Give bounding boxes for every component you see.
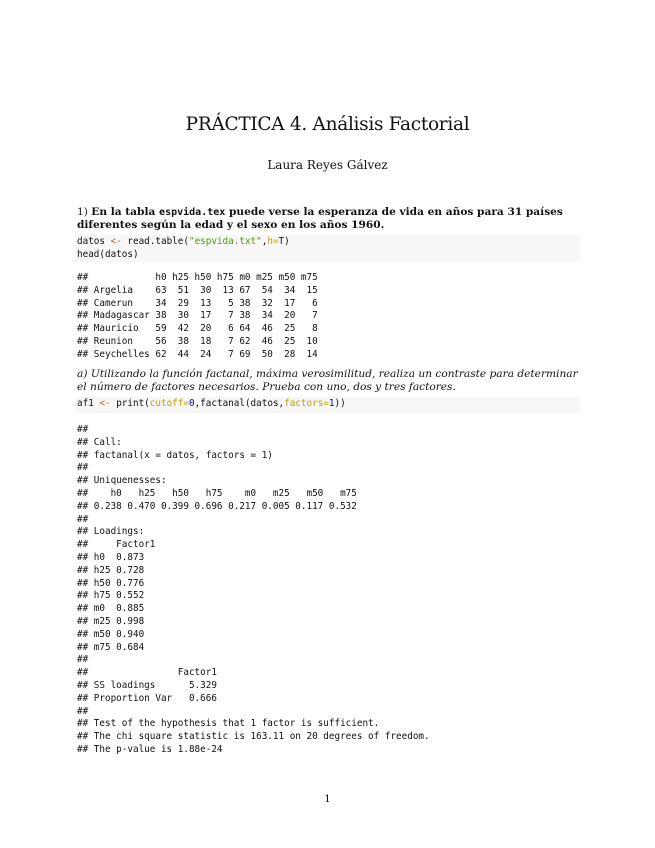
code-line: head(datos): [77, 249, 139, 260]
code-line: datos <- read.table("espvida.txt",h=T): [77, 236, 290, 247]
code-block-read-data: [75, 235, 580, 262]
inline-code-filename: espvida.tex: [159, 207, 226, 218]
code-line: af1 <- print(cutoff=0,factanal(datos,factors=1)): [77, 398, 346, 409]
question-number: 1): [77, 206, 92, 218]
output-head-table: ## h0 h25 h50 h75 m0 m25 m50 m75 ## Argelia 63 51 30 13 67 54 34 15 ## Camerun 34 29 13 5 38 32 17 6 ## Madagascar 38 30 17 7 38 34 20 7 ## Mauricio 59 42 20 6 64 46 25 8 ## Reunion 56 38 18 7 62 46 25 10 ## Seychelles 62 44 24 7 69 50 28 14: [77, 272, 318, 360]
question-1: [77, 206, 587, 232]
author-name: Laura Reyes Gálvez: [267, 158, 388, 172]
question-text-start: En la tabla: [91, 206, 160, 218]
code-block-factanal: [75, 397, 580, 413]
question-a: a) Utilizando la función factanal, máxima verosimilitud, realiza un contraste para determinar el número de factores necesarios. Prueba con uno, dos y tres factores.: [77, 368, 578, 393]
output-factanal-results: ## ## Call: ## factanal(x = datos, factors = 1) ## ## Uniquenesses: ## h0 h25 h50 h75 m0 m25 m50 m75 ## 0.238 0.470 0.399 0.696 0.217 0.005 0.117 0.532 ## ## Loadings: ## Factor1 ## h0 0.873 ## h25 0.728 ## h50 0.776 ## h75 0.552 ## m0 0.885 ## m25 0.998 ## m50 0.940 ## m75 0.684 ## ## Factor1 ## SS loadings 5.329 ## Proportion Var 0.666 ## ## Test of the hypothesis that 1 factor is sufficient. ## The chi square statistic is 163.11 on 20 degrees of freedom. ## The p-value is 1.88e-24: [77, 424, 430, 755]
document-title: PRÁCTICA 4. Análisis Factorial: [185, 114, 470, 135]
question-text-end: puede verse la esperanza de vida en años para 31 países diferentes según la edad y el sexo en los años 1960.: [77, 206, 563, 231]
page-number: 1: [324, 793, 331, 805]
